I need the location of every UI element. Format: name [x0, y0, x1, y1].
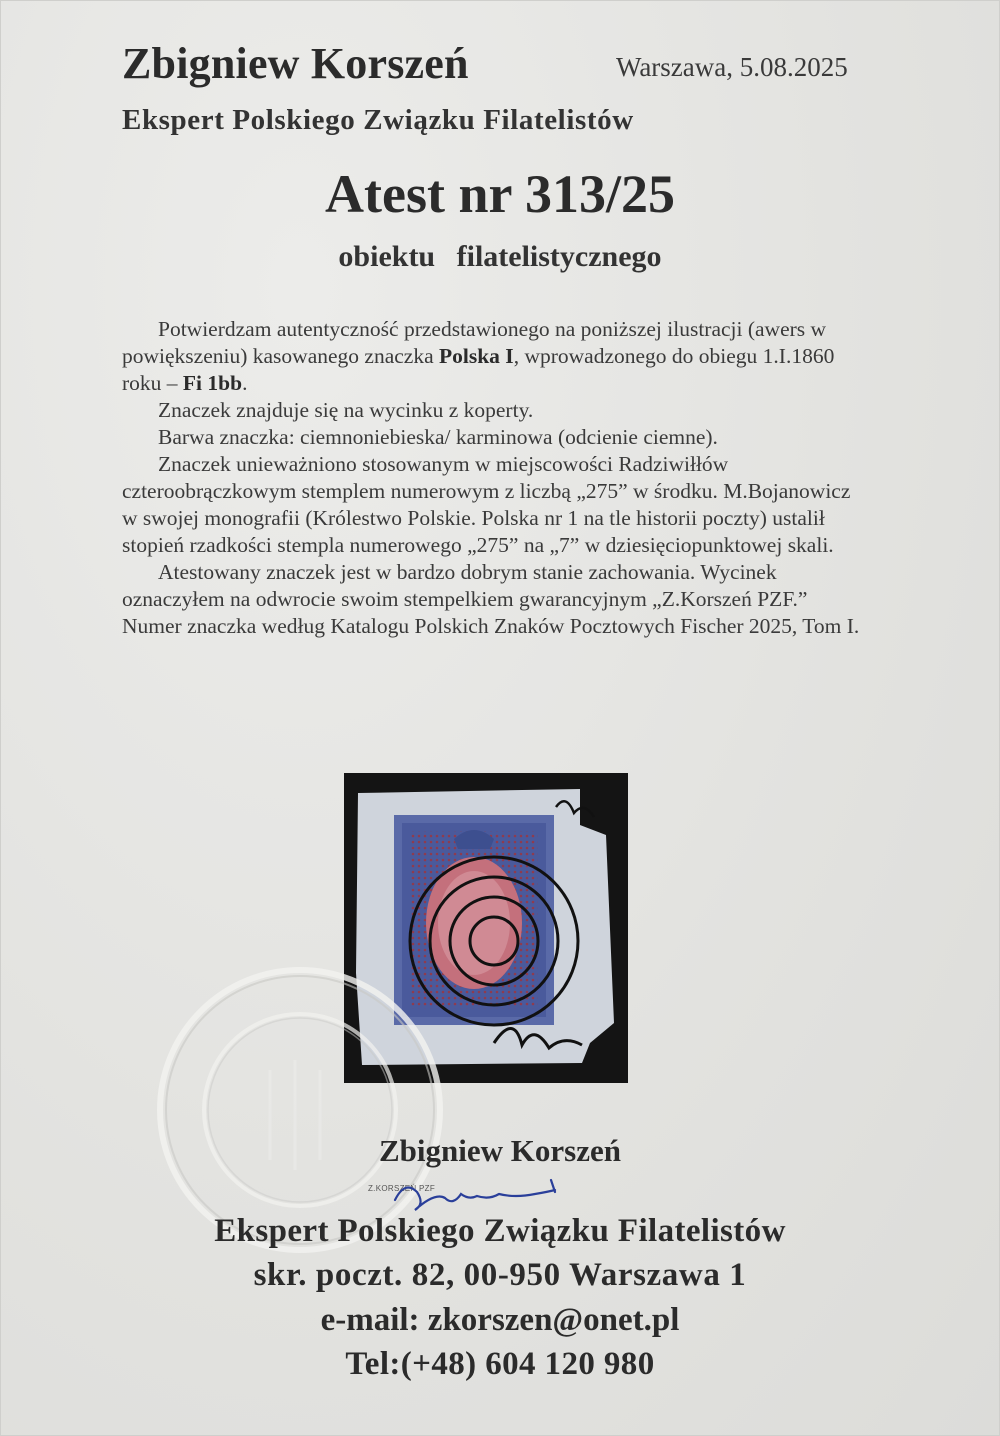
signature-name: Zbigniew Korszeń [379, 1133, 621, 1168]
certificate-subtitle: obiektu filatelistycznego [338, 240, 662, 273]
paragraph-condition: Atestowany znaczek jest w bardzo dobrym stanie zachowania. Wycinek oznaczyłem na odwrocie swoim stempelkiem gwarancyjnym „Z.Korszeń PZF.” Numer znaczka według Katalogu Polskich Znaków Pocztowych Fischer 2025, Tom I. [122, 560, 860, 638]
text-run: . [242, 371, 248, 395]
paragraph-color: Barwa znaczka: ciemnoniebieska/ karminowa (odcienie ciemne). [158, 425, 718, 449]
stamp-name: Polska I [439, 344, 514, 368]
certificate-body [122, 316, 862, 640]
catalog-number: Fi 1bb [182, 371, 243, 395]
certificate-title: Atest nr 313/25 [325, 164, 675, 224]
footer-expert-title: Ekspert Polskiego Związku Filatelistów [214, 1213, 786, 1249]
text-run: Potwierdzam autentyczność przedstawionego na poniższej ilustracji (awers w powiększeniu) kasowanego znaczka [122, 317, 827, 368]
certificate-date: Warszawa, 5.08.2025 [616, 52, 848, 82]
paragraph-authenticity [122, 316, 862, 397]
expert-title-heading: Ekspert Polskiego Związku Filatelistów [122, 104, 634, 136]
paragraph-cancellation: Znaczek unieważniono stosowanym w miejscowości Radziwiłłów czteroobrączkowym stemplem numerowym z liczbą „275” w środku. M.Bojanowicz w swojej monografii (Królestwo Polskie. Polska nr 1 na tle historii poczty) ustalił stopień rzadkości stempla numerowego „275” na „7” w dziesięciopunktowej skali. [122, 452, 851, 557]
footer-postal-address: skr. poczt. 82, 00-950 Warszawa 1 [253, 1257, 747, 1293]
expert-name-heading: Zbigniew Korszeń [122, 39, 469, 88]
text-run: , wprowadzonego do obiegu 1.I.1860 roku – [122, 344, 835, 395]
signature-stamp-label: Z.KORSZEŃ PZF [368, 1184, 436, 1193]
footer-phone: Tel:(+48) 604 120 980 [345, 1346, 655, 1382]
footer-email: e-mail: zkorszen@onet.pl [320, 1302, 680, 1338]
paragraph-cutout: Znaczek znajduje się na wycinku z koperty. [158, 398, 534, 422]
